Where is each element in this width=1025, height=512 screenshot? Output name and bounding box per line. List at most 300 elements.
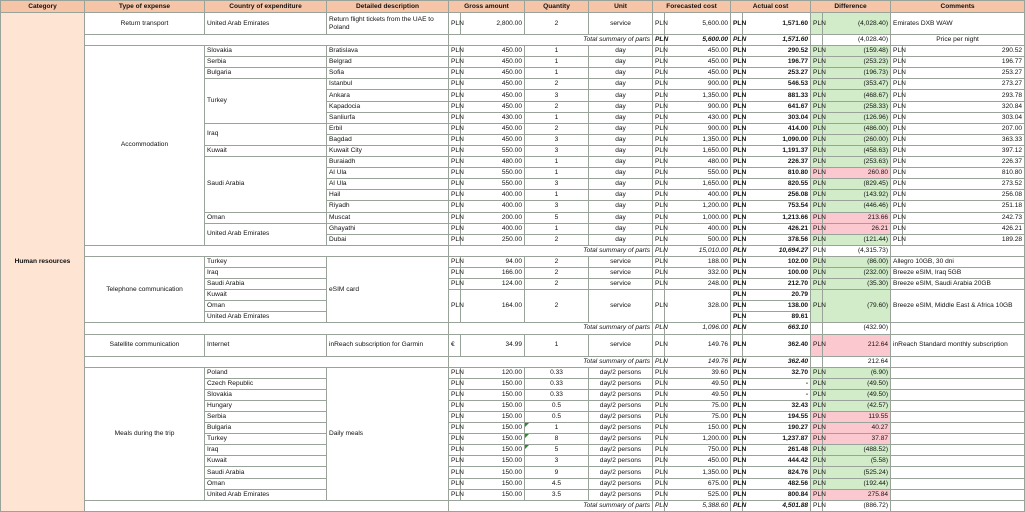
difference-cell[interactable]: (35.30) (823, 279, 891, 290)
gross-amount-cell[interactable]: 150.00 (461, 478, 525, 489)
unit-cell[interactable]: service (589, 279, 653, 290)
price-per-night-cell[interactable]: 293.78 (903, 90, 1025, 101)
actual-currency-cell[interactable]: PLN (731, 445, 743, 456)
unit-cell[interactable]: day (589, 190, 653, 201)
forecast-currency-cell[interactable]: PLN (653, 400, 665, 411)
description-cell[interactable]: Buraiadh (327, 157, 449, 168)
forecast-currency-cell[interactable]: PLN (653, 267, 665, 278)
difference-cell[interactable]: (488.52) (823, 445, 891, 456)
description-cell[interactable]: Riyadh (327, 201, 449, 212)
description-cell[interactable]: Kapadocia (327, 101, 449, 112)
price-per-night-cell[interactable]: 226.37 (903, 157, 1025, 168)
forecast-currency-cell[interactable]: PLN (653, 412, 665, 423)
forecast-currency-cell[interactable]: PLN (653, 57, 665, 68)
comment-cell[interactable]: Emirates DXB WAW (891, 13, 1025, 35)
difference-currency-cell[interactable]: PLN (811, 367, 823, 378)
forecast-cost-cell[interactable]: 675.00 (665, 478, 731, 489)
gross-currency-cell[interactable]: PLN (449, 190, 461, 201)
forecast-currency-cell[interactable]: PLN (653, 168, 665, 179)
difference-cell[interactable]: (253.63) (823, 157, 891, 168)
country-cell[interactable]: United Arab Emirates (205, 312, 327, 323)
description-cell[interactable]: Ankara (327, 90, 449, 101)
summary-difference[interactable]: (432.90) (823, 323, 891, 334)
expense-type-cell[interactable]: Telephone communication (85, 256, 205, 323)
forecast-currency-cell[interactable]: PLN (653, 201, 665, 212)
actual-cost-cell[interactable]: 444.42 (743, 456, 811, 467)
actual-currency-cell[interactable]: PLN (731, 190, 743, 201)
summary-label[interactable]: Total summary of parts (449, 245, 653, 256)
comment-cell[interactable]: Breeze eSIM, Saudi Arabia 20GB (891, 279, 1025, 290)
forecast-currency-cell[interactable]: PLN (653, 145, 665, 156)
actual-currency-cell[interactable]: PLN (731, 378, 743, 389)
forecast-cost-cell[interactable]: 149.76 (665, 334, 731, 356)
price-per-night-cell[interactable]: 810.80 (903, 168, 1025, 179)
actual-cost-cell[interactable]: 190.27 (743, 423, 811, 434)
country-cell[interactable]: Oman (205, 212, 327, 223)
country-cell[interactable]: United Arab Emirates (205, 13, 327, 35)
actual-currency-cell[interactable]: PLN (731, 157, 743, 168)
price-per-night-cell[interactable]: 251.18 (903, 201, 1025, 212)
price-per-night-cell[interactable]: 256.08 (903, 190, 1025, 201)
gross-currency-cell[interactable]: PLN (449, 279, 461, 290)
quantity-cell[interactable]: 2 (525, 267, 589, 278)
forecast-cost-cell[interactable]: 1,200.00 (665, 434, 731, 445)
unit-cell[interactable]: day (589, 145, 653, 156)
summary-forecast-currency[interactable]: PLN (653, 356, 665, 367)
actual-cost-cell[interactable]: 641.67 (743, 101, 811, 112)
actual-cost-cell[interactable]: 138.00 (743, 301, 811, 312)
forecast-currency-cell[interactable]: PLN (653, 489, 665, 500)
summary-forecast[interactable]: 5,388.60 (665, 500, 731, 511)
unit-cell[interactable]: day/2 persons (589, 445, 653, 456)
actual-currency-cell[interactable]: PLN (731, 79, 743, 90)
unit-cell[interactable]: day/2 persons (589, 389, 653, 400)
forecast-cost-cell[interactable]: 450.00 (665, 46, 731, 57)
forecast-currency-cell[interactable]: PLN (653, 157, 665, 168)
quantity-cell[interactable]: 5 (525, 445, 589, 456)
difference-currency-cell[interactable]: PLN (811, 267, 823, 278)
comment-cell[interactable] (891, 478, 1025, 489)
actual-cost-cell[interactable]: 290.52 (743, 46, 811, 57)
quantity-cell[interactable]: 1 (525, 334, 589, 356)
unit-cell[interactable]: day (589, 79, 653, 90)
summary-comment[interactable] (891, 245, 1025, 256)
category-cell[interactable]: Human resources (1, 13, 85, 512)
gross-amount-cell[interactable]: 150.00 (461, 467, 525, 478)
difference-currency-cell[interactable]: PLN (811, 412, 823, 423)
forecast-cost-cell[interactable]: 900.00 (665, 79, 731, 90)
gross-currency-cell[interactable]: PLN (449, 101, 461, 112)
expense-type-cell[interactable]: Meals during the trip (85, 367, 205, 500)
gross-currency-cell[interactable]: PLN (449, 489, 461, 500)
gross-amount-cell[interactable]: 450.00 (461, 101, 525, 112)
country-cell[interactable]: Hungary (205, 400, 327, 411)
gross-amount-cell[interactable]: 450.00 (461, 123, 525, 134)
quantity-cell[interactable]: 3 (525, 145, 589, 156)
gross-amount-cell[interactable]: 34.99 (461, 334, 525, 356)
difference-currency-cell[interactable]: PLN (811, 145, 823, 156)
quantity-cell[interactable]: 0.5 (525, 412, 589, 423)
description-cell[interactable]: inReach subscription for Garmin (327, 334, 449, 356)
difference-currency-cell[interactable]: PLN (811, 179, 823, 190)
unit-cell[interactable]: day (589, 68, 653, 79)
summary-actual-currency[interactable]: PLN (731, 35, 743, 46)
actual-currency-cell[interactable]: PLN (731, 423, 743, 434)
forecast-currency-cell[interactable]: PLN (653, 101, 665, 112)
price-per-night-cell[interactable]: 290.52 (903, 46, 1025, 57)
forecast-cost-cell[interactable]: 1,650.00 (665, 145, 731, 156)
summary-actual[interactable]: 663.10 (743, 323, 811, 334)
quantity-cell[interactable]: 1 (525, 112, 589, 123)
description-cell[interactable]: Ghayathi (327, 223, 449, 234)
gross-amount-cell[interactable]: 150.00 (461, 389, 525, 400)
difference-currency-cell[interactable]: PLN (811, 223, 823, 234)
gross-currency-cell[interactable]: PLN (449, 46, 461, 57)
difference-currency-cell[interactable]: PLN (811, 456, 823, 467)
difference-cell[interactable]: (253.23) (823, 57, 891, 68)
actual-currency-cell[interactable]: PLN (731, 301, 743, 312)
difference-currency-cell[interactable]: PLN (811, 334, 823, 356)
summary-difference[interactable]: (886.72) (823, 500, 891, 511)
unit-cell[interactable]: day (589, 57, 653, 68)
summary-spacer[interactable] (85, 35, 449, 46)
difference-currency-cell[interactable]: PLN (811, 400, 823, 411)
gross-currency-cell[interactable]: PLN (449, 179, 461, 190)
forecast-cost-cell[interactable]: 75.00 (665, 412, 731, 423)
actual-cost-cell[interactable]: 89.61 (743, 312, 811, 323)
description-cell[interactable]: eSIM card (327, 256, 449, 323)
actual-currency-cell[interactable]: PLN (731, 489, 743, 500)
forecast-cost-cell[interactable]: 328.00 (665, 290, 731, 323)
forecast-cost-cell[interactable]: 75.00 (665, 400, 731, 411)
gross-currency-cell[interactable]: PLN (449, 223, 461, 234)
difference-cell[interactable]: (829.45) (823, 179, 891, 190)
forecast-cost-cell[interactable]: 450.00 (665, 456, 731, 467)
gross-amount-cell[interactable]: 150.00 (461, 489, 525, 500)
actual-cost-cell[interactable]: 261.48 (743, 445, 811, 456)
difference-currency-cell[interactable]: PLN (811, 489, 823, 500)
description-cell[interactable]: Return flight tickets from the UAE to Poland (327, 13, 449, 35)
difference-currency-cell[interactable]: PLN (811, 378, 823, 389)
country-cell[interactable]: Czech Republic (205, 378, 327, 389)
forecast-cost-cell[interactable]: 332.00 (665, 267, 731, 278)
comment-cell[interactable] (891, 389, 1025, 400)
description-cell[interactable]: Erbil (327, 123, 449, 134)
quantity-cell[interactable]: 2 (525, 256, 589, 267)
country-cell[interactable]: Saudi Arabia (205, 279, 327, 290)
forecast-currency-cell[interactable]: PLN (653, 334, 665, 356)
gross-amount-cell[interactable]: 164.00 (461, 290, 525, 323)
unit-cell[interactable]: day/2 persons (589, 434, 653, 445)
actual-cost-cell[interactable]: 102.00 (743, 256, 811, 267)
summary-difference-currency[interactable] (811, 35, 823, 46)
unit-cell[interactable]: day (589, 234, 653, 245)
forecast-cost-cell[interactable]: 49.50 (665, 389, 731, 400)
forecast-cost-cell[interactable]: 1,650.00 (665, 179, 731, 190)
actual-cost-cell[interactable]: 881.33 (743, 90, 811, 101)
unit-cell[interactable]: service (589, 256, 653, 267)
country-cell[interactable]: Turkey (205, 256, 327, 267)
country-cell[interactable]: Serbia (205, 412, 327, 423)
summary-difference-currency[interactable] (811, 356, 823, 367)
gross-currency-cell[interactable]: PLN (449, 68, 461, 79)
actual-currency-cell[interactable]: PLN (731, 389, 743, 400)
actual-currency-cell[interactable]: PLN (731, 179, 743, 190)
summary-forecast-currency[interactable]: PLN (653, 500, 665, 511)
gross-amount-cell[interactable]: 450.00 (461, 134, 525, 145)
difference-currency-cell[interactable]: PLN (811, 423, 823, 434)
forecast-cost-cell[interactable]: 1,000.00 (665, 212, 731, 223)
forecast-cost-cell[interactable]: 900.00 (665, 123, 731, 134)
quantity-cell[interactable]: 1 (525, 68, 589, 79)
unit-cell[interactable]: day (589, 112, 653, 123)
actual-cost-cell[interactable]: 362.40 (743, 334, 811, 356)
difference-currency-cell[interactable]: PLN (811, 256, 823, 267)
difference-currency-cell[interactable]: PLN (811, 201, 823, 212)
gross-amount-cell[interactable]: 200.00 (461, 212, 525, 223)
actual-currency-cell[interactable]: PLN (731, 13, 743, 35)
price-per-night-cell[interactable]: 273.52 (903, 179, 1025, 190)
difference-cell[interactable]: (5.58) (823, 456, 891, 467)
actual-currency-cell[interactable]: PLN (731, 123, 743, 134)
gross-amount-cell[interactable]: 400.00 (461, 190, 525, 201)
forecast-cost-cell[interactable]: 900.00 (665, 101, 731, 112)
country-cell[interactable]: Oman (205, 478, 327, 489)
country-cell[interactable]: Oman (205, 301, 327, 312)
difference-currency-cell[interactable]: PLN (811, 168, 823, 179)
actual-currency-cell[interactable]: PLN (731, 134, 743, 145)
actual-currency-cell[interactable]: PLN (731, 212, 743, 223)
difference-cell[interactable]: (258.33) (823, 101, 891, 112)
unit-cell[interactable]: service (589, 267, 653, 278)
actual-cost-cell[interactable]: 1,213.66 (743, 212, 811, 223)
summary-forecast[interactable]: 1,096.00 (665, 323, 731, 334)
gross-currency-cell[interactable]: PLN (449, 13, 461, 35)
quantity-cell[interactable]: 4.5 (525, 478, 589, 489)
description-cell[interactable]: Sanliurfa (327, 112, 449, 123)
difference-cell[interactable]: (159.48) (823, 46, 891, 57)
difference-currency-cell[interactable]: PLN (811, 290, 823, 323)
description-cell[interactable]: Bagdad (327, 134, 449, 145)
difference-currency-cell[interactable]: PLN (811, 13, 823, 35)
difference-cell[interactable]: (49.50) (823, 378, 891, 389)
actual-currency-cell[interactable]: PLN (731, 168, 743, 179)
summary-comment[interactable] (891, 500, 1025, 511)
comment-currency-cell[interactable]: PLN (891, 68, 903, 79)
price-per-night-cell[interactable]: 207.00 (903, 123, 1025, 134)
comment-cell[interactable] (891, 456, 1025, 467)
actual-cost-cell[interactable]: 1,237.87 (743, 434, 811, 445)
gross-currency-cell[interactable]: PLN (449, 212, 461, 223)
quantity-cell[interactable]: 2 (525, 13, 589, 35)
actual-currency-cell[interactable]: PLN (731, 201, 743, 212)
actual-cost-cell[interactable]: 226.37 (743, 157, 811, 168)
description-cell[interactable]: Belgrad (327, 57, 449, 68)
description-cell[interactable]: Sofia (327, 68, 449, 79)
quantity-cell[interactable]: 1 (525, 423, 589, 434)
quantity-cell[interactable]: 3 (525, 134, 589, 145)
quantity-cell[interactable]: 1 (525, 57, 589, 68)
gross-currency-cell[interactable]: PLN (449, 123, 461, 134)
price-per-night-cell[interactable]: 397.12 (903, 145, 1025, 156)
gross-amount-cell[interactable]: 450.00 (461, 90, 525, 101)
difference-cell[interactable]: (6.90) (823, 367, 891, 378)
gross-currency-cell[interactable]: PLN (449, 478, 461, 489)
difference-cell[interactable]: (192.44) (823, 478, 891, 489)
quantity-cell[interactable]: 1 (525, 46, 589, 57)
difference-currency-cell[interactable]: PLN (811, 478, 823, 489)
difference-currency-cell[interactable]: PLN (811, 46, 823, 57)
gross-amount-cell[interactable]: 124.00 (461, 279, 525, 290)
unit-cell[interactable]: day (589, 90, 653, 101)
gross-currency-cell[interactable]: PLN (449, 79, 461, 90)
price-per-night-cell[interactable]: 273.27 (903, 79, 1025, 90)
unit-cell[interactable]: day/2 persons (589, 478, 653, 489)
gross-amount-cell[interactable]: 450.00 (461, 68, 525, 79)
forecast-currency-cell[interactable]: PLN (653, 478, 665, 489)
forecast-currency-cell[interactable]: PLN (653, 467, 665, 478)
country-cell[interactable]: United Arab Emirates (205, 489, 327, 500)
gross-amount-cell[interactable]: 150.00 (461, 378, 525, 389)
difference-cell[interactable]: (260.00) (823, 134, 891, 145)
summary-actual-currency[interactable]: PLN (731, 245, 743, 256)
comment-currency-cell[interactable]: PLN (891, 223, 903, 234)
forecast-currency-cell[interactable]: PLN (653, 445, 665, 456)
gross-currency-cell[interactable]: PLN (449, 112, 461, 123)
quantity-cell[interactable]: 1 (525, 190, 589, 201)
gross-currency-cell[interactable]: PLN (449, 389, 461, 400)
gross-amount-cell[interactable]: 150.00 (461, 400, 525, 411)
forecast-cost-cell[interactable]: 430.00 (665, 112, 731, 123)
gross-currency-cell[interactable]: PLN (449, 168, 461, 179)
forecast-currency-cell[interactable]: PLN (653, 423, 665, 434)
forecast-currency-cell[interactable]: PLN (653, 279, 665, 290)
unit-cell[interactable]: day (589, 212, 653, 223)
gross-currency-cell[interactable]: PLN (449, 290, 461, 323)
quantity-cell[interactable]: 3.5 (525, 489, 589, 500)
country-cell[interactable]: Turkey (205, 434, 327, 445)
actual-cost-cell[interactable]: 32.70 (743, 367, 811, 378)
comment-currency-cell[interactable]: PLN (891, 79, 903, 90)
quantity-cell[interactable]: 8 (525, 434, 589, 445)
quantity-cell[interactable]: 1 (525, 157, 589, 168)
comment-cell[interactable] (891, 467, 1025, 478)
unit-cell[interactable]: day (589, 101, 653, 112)
gross-amount-cell[interactable]: 250.00 (461, 234, 525, 245)
comment-cell[interactable]: inReach Standard monthly subscription (891, 334, 1025, 356)
unit-cell[interactable]: day (589, 179, 653, 190)
forecast-currency-cell[interactable]: PLN (653, 46, 665, 57)
difference-currency-cell[interactable]: PLN (811, 68, 823, 79)
gross-currency-cell[interactable]: PLN (449, 234, 461, 245)
country-cell[interactable]: Bulgaria (205, 68, 327, 79)
difference-cell[interactable]: 213.66 (823, 212, 891, 223)
actual-currency-cell[interactable]: PLN (731, 367, 743, 378)
summary-actual[interactable]: 10,694.27 (743, 245, 811, 256)
unit-cell[interactable]: day/2 persons (589, 367, 653, 378)
forecast-cost-cell[interactable]: 49.50 (665, 378, 731, 389)
difference-currency-cell[interactable]: PLN (811, 467, 823, 478)
comment-cell[interactable]: Allegro 10GB, 30 dni (891, 256, 1025, 267)
actual-currency-cell[interactable]: PLN (731, 101, 743, 112)
quantity-cell[interactable]: 2 (525, 101, 589, 112)
difference-cell[interactable]: (42.57) (823, 400, 891, 411)
forecast-cost-cell[interactable]: 39.60 (665, 367, 731, 378)
forecast-cost-cell[interactable]: 450.00 (665, 68, 731, 79)
quantity-cell[interactable]: 2 (525, 290, 589, 323)
actual-cost-cell[interactable]: 426.21 (743, 223, 811, 234)
forecast-cost-cell[interactable]: 500.00 (665, 234, 731, 245)
gross-currency-cell[interactable]: PLN (449, 467, 461, 478)
quantity-cell[interactable]: 3 (525, 456, 589, 467)
forecast-currency-cell[interactable]: PLN (653, 68, 665, 79)
price-per-night-cell[interactable]: 196.77 (903, 57, 1025, 68)
actual-currency-cell[interactable]: PLN (731, 112, 743, 123)
difference-currency-cell[interactable]: PLN (811, 57, 823, 68)
summary-actual[interactable]: 1,571.60 (743, 35, 811, 46)
unit-cell[interactable]: service (589, 334, 653, 356)
price-per-night-cell[interactable]: 303.04 (903, 112, 1025, 123)
forecast-currency-cell[interactable]: PLN (653, 389, 665, 400)
actual-cost-cell[interactable]: 32.43 (743, 400, 811, 411)
comment-cell[interactable] (891, 367, 1025, 378)
forecast-currency-cell[interactable]: PLN (653, 123, 665, 134)
difference-cell[interactable]: 37.87 (823, 434, 891, 445)
actual-currency-cell[interactable]: PLN (731, 267, 743, 278)
country-cell[interactable]: Internet (205, 334, 327, 356)
actual-currency-cell[interactable]: PLN (731, 456, 743, 467)
difference-cell[interactable]: (86.00) (823, 256, 891, 267)
description-cell[interactable]: Hail (327, 190, 449, 201)
forecast-cost-cell[interactable]: 480.00 (665, 157, 731, 168)
country-cell[interactable]: Turkey (205, 79, 327, 123)
gross-currency-cell[interactable]: PLN (449, 256, 461, 267)
comment-currency-cell[interactable]: PLN (891, 145, 903, 156)
actual-cost-cell[interactable]: 196.77 (743, 57, 811, 68)
forecast-cost-cell[interactable]: 400.00 (665, 223, 731, 234)
country-cell[interactable]: Serbia (205, 57, 327, 68)
country-cell[interactable]: Iraq (205, 123, 327, 145)
difference-currency-cell[interactable]: PLN (811, 123, 823, 134)
description-cell[interactable]: Muscat (327, 212, 449, 223)
summary-comment[interactable] (891, 356, 1025, 367)
comment-currency-cell[interactable]: PLN (891, 157, 903, 168)
actual-currency-cell[interactable]: PLN (731, 145, 743, 156)
summary-label[interactable]: Total summary of parts (449, 500, 653, 511)
difference-currency-cell[interactable]: PLN (811, 389, 823, 400)
actual-currency-cell[interactable]: PLN (731, 312, 743, 323)
unit-cell[interactable]: day/2 persons (589, 412, 653, 423)
summary-actual[interactable]: 362.40 (743, 356, 811, 367)
actual-currency-cell[interactable]: PLN (731, 412, 743, 423)
expense-type-cell[interactable]: Accommodation (85, 46, 205, 246)
gross-amount-cell[interactable]: 430.00 (461, 112, 525, 123)
quantity-cell[interactable]: 3 (525, 179, 589, 190)
actual-cost-cell[interactable]: 1,191.37 (743, 145, 811, 156)
difference-currency-cell[interactable]: PLN (811, 445, 823, 456)
summary-difference-currency[interactable]: PLN (811, 245, 823, 256)
comment-cell[interactable] (891, 400, 1025, 411)
difference-cell[interactable]: 212.64 (823, 334, 891, 356)
gross-currency-cell[interactable]: PLN (449, 434, 461, 445)
forecast-currency-cell[interactable]: PLN (653, 134, 665, 145)
forecast-currency-cell[interactable]: PLN (653, 179, 665, 190)
gross-currency-cell[interactable]: PLN (449, 90, 461, 101)
forecast-currency-cell[interactable]: PLN (653, 212, 665, 223)
country-cell[interactable]: United Arab Emirates (205, 223, 327, 245)
forecast-currency-cell[interactable]: PLN (653, 290, 665, 323)
comment-currency-cell[interactable]: PLN (891, 201, 903, 212)
